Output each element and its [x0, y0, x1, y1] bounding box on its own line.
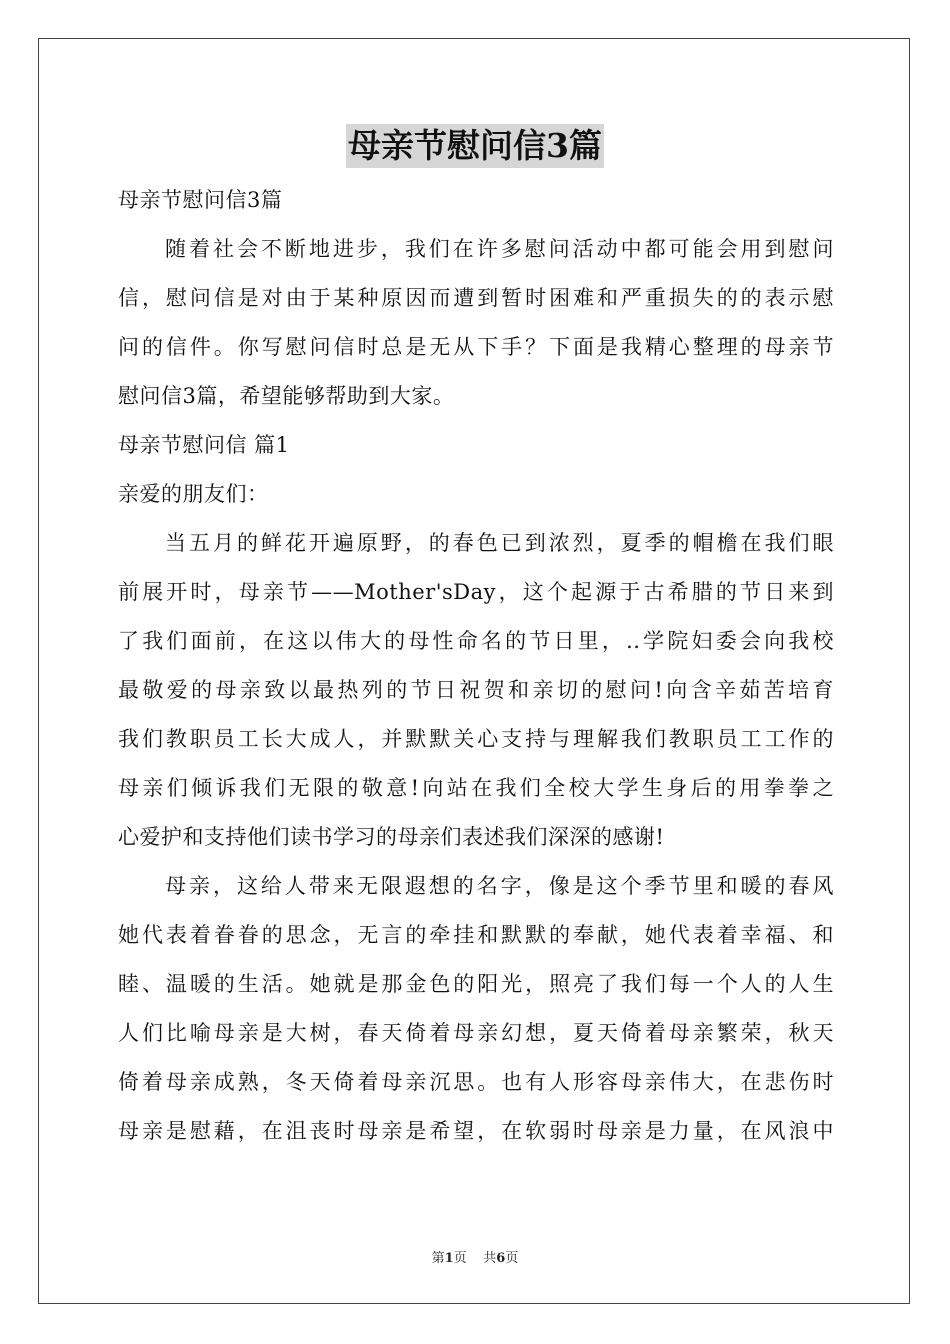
- text-line: 睦、温暖的生活。她就是那金色的阳光，照亮了我们每一个人的人生: [118, 972, 834, 996]
- text-line: 前展开时，母亲节——Mother'sDay，这个起源于古希腊的节日来到: [118, 580, 834, 604]
- text-line: 母亲，这给人带来无限遐想的名字，像是这个季节里和暖的春风: [165, 874, 834, 898]
- text-line: 亲爱的朋友们：: [118, 482, 269, 506]
- text-line: 母亲们倾诉我们无限的敬意!向站在我们全校大学生身后的用拳拳之: [118, 776, 834, 800]
- title-container: [0, 124, 950, 168]
- text-line: 心爱护和支持他们读书学习的母亲们表述我们深深的感谢!: [118, 825, 665, 849]
- text-line: 慰问信3篇，希望能够帮助到大家。: [118, 384, 455, 408]
- text-line: 倚着母亲成熟，冬天倚着母亲沉思。也有人形容母亲伟大，在悲伤时: [118, 1070, 834, 1094]
- text-line: 信，慰问信是对由于某种原因而遭到暂时困难和严重损失的的表示慰: [118, 286, 834, 310]
- text-line: 母亲节慰问信 篇1: [118, 433, 290, 457]
- footer-page-prefix: 第: [431, 1251, 445, 1266]
- document-title: 母亲节慰问信3篇: [346, 124, 604, 168]
- document-body: [118, 176, 834, 1156]
- footer-total-prefix: 共: [483, 1251, 497, 1266]
- text-line: 当五月的鲜花开遍原野，的春色已到浓烈，夏季的帽檐在我们眼: [165, 531, 834, 555]
- text-line: 问的信件。你写慰问信时总是无从下手？下面是我精心整理的母亲节: [118, 335, 834, 359]
- text-line: 随着社会不断地进步，我们在许多慰问活动中都可能会用到慰问: [165, 237, 834, 261]
- footer-page-number: 1: [444, 1251, 454, 1266]
- text-line: 最敬爱的母亲致以最热列的节日祝贺和亲切的慰问!向含辛茹苦培育: [118, 678, 834, 702]
- text-line: 我们教职员工长大成人，并默默关心支持与理解我们教职员工工作的: [118, 727, 834, 751]
- footer-total-pages: 6: [496, 1251, 506, 1266]
- text-line: 人们比喻母亲是大树，春天倚着母亲幻想，夏天倚着母亲繁荣，秋天: [118, 1021, 834, 1045]
- text-line: 了我们面前，在这以伟大的母性命名的节日里，..学院妇委会向我校: [118, 629, 834, 653]
- footer-page-suffix: 页: [453, 1251, 467, 1266]
- text-line: 她代表着眷眷的思念，无言的牵挂和默默的奉献，她代表着幸福、和: [118, 923, 834, 947]
- text-line: 母亲是慰藉，在沮丧时母亲是希望，在软弱时母亲是力量，在风浪中: [118, 1119, 834, 1143]
- page-footer: [0, 1247, 950, 1266]
- text-line: 母亲节慰问信3篇: [118, 188, 283, 212]
- footer-total-suffix: 页: [505, 1251, 519, 1266]
